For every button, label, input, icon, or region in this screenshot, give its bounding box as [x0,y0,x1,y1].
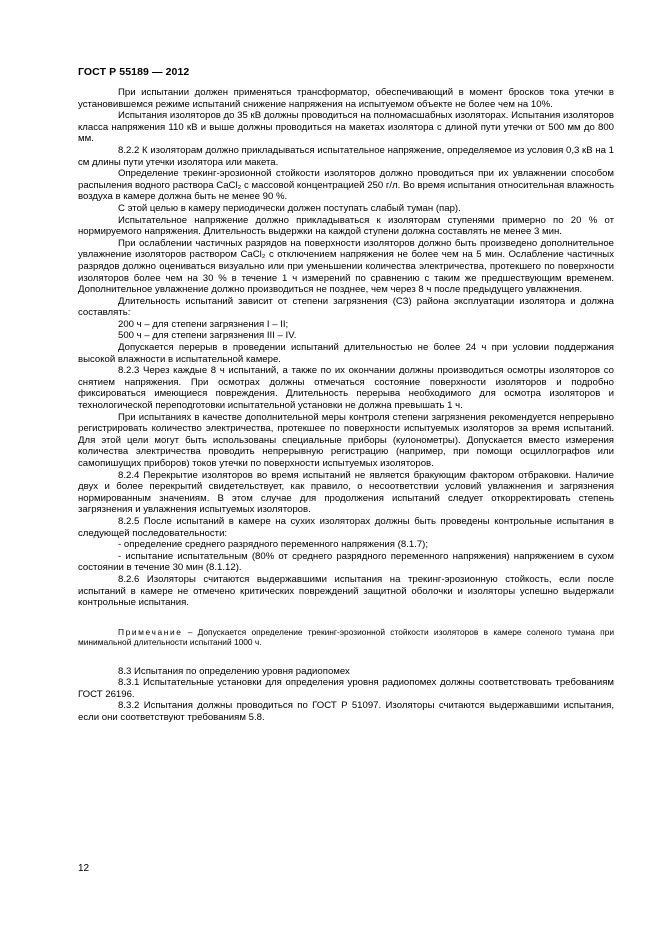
paragraph: Допускается перерыв в проведении испытаний длительностью не более 24 ч при условии поддержания высокой влажности в испытательной камере. [78,342,614,365]
paragraph: 8.2.5 После испытаний в камере на сухих изоляторах должны быть проведены контрольные испытания в следующей последовательности: [78,515,614,539]
paragraph: 8.2.2 К изоляторам должно прикладываться испытательное напряжение, определяемое из условия 0,3 кВ на 1 см длины пути утечки изолятора или макета. [78,144,614,168]
paragraph: 8.2.3 Через каждые 8 ч испытаний, а также по их окончании должны производиться осмотры изоляторов со снятием напряжения. При осмотрах должны отмечаться состояние поверхности изоляторов и подробно фиксироваться имеющиеся повреждения. Длительность перерыва необходимого для осмотра изоляторов и технологической переподготовки испытательной установки не должна превышать 1 ч. [78,365,614,412]
paragraph: 8.3.1 Испытательные установки для определения уровня радиопомех должны соответствовать требованиям ГОСТ 26196. [78,677,614,700]
paragraph: Определение трекинг-эрозионной стойкости изоляторов должно проводиться при их увлажнении способом распыления водного раствора CaCl₂ с массовой концентрацией 250 г/л. Во время испытания относительная влажность воздуха в камере должна быть не менее 90 %. [78,168,614,203]
note-label: Примечание [118,626,183,637]
paragraph: 8.2.4 Перекрытие изоляторов во время испытаний не является бракующим фактором отбраковки. Наличие двух и более перекрытий свидетельствует, как правило, о несоответствии условий увлажнения и загрязнения нормированным значениям. В этом случае для продолжения испытаний следует откорректировать степень загрязнения и увлажнения испытуемых изоляторов. [78,469,614,516]
paragraph: Длительность испытаний зависит от степени загрязнения (СЗ) района эксплуатации изолятора и должна составлять: [78,295,614,319]
note-text: – Допускается определение трекинг-эрозионной стойкости изоляторов в камере соленого тумана при минимальной длительности испытаний 1000 ч. [78,626,614,648]
page-number: 12 [78,863,90,874]
list-item: 200 ч – для степени загрязнения I – II; [118,318,289,330]
document-header: ГОСТ Р 55189 — 2012 [78,66,190,78]
paragraph: 8.2.6 Изоляторы считаются выдержавшими испытания на трекинг-эрозионную стойкость, если после испытаний в камере не отмечено критических повреждений защитной оболочки и изоляторы успешно выдержали контрольные испытания. [78,573,614,609]
section-title: 8.3 Испытания по определению уровня радиопомех [118,665,350,677]
paragraph: При испытании должен применяться трансформатор, обеспечивающий в момент бросков тока утечки в установившемся режиме испытаний снижение напряжения на испытуемом объекте не более чем на 10%. [78,87,614,110]
paragraph: 8.3.2 Испытания должны проводиться по ГОСТ Р 51097. Изоляторы считаются выдержавшими испытания, если они соответствуют требованиям 5.8. [78,700,614,723]
paragraph: Испытательное напряжение должно прикладываться к изоляторам ступенями примерно по 20 % от нормируемого напряжения. Длительность выдержки на каждой ступени должна составлять не менее 3 мин. [78,214,614,238]
document-body [78,87,614,724]
list-item: - определение среднего разрядного переменного напряжения (8.1.7); [118,539,429,551]
paragraph: При испытаниях в качестве дополнительной меры контроля степени загрязнения рекомендуется непрерывно регистрировать количество электричества, протекшее по поверхности испытуемых изоляторов за время испытаний. Для этой цели могут быть использованы специальные приборы (кулонометры). Допускается вместо измерения количества электричества проводить непрерывную регистрацию (например, при помощи осциллографов или самопишущих приборов) токов утечки по поверхности испытуемых изоляторов. [78,411,614,469]
note [78,627,614,648]
paragraph: Испытания изоляторов до 35 кВ должны проводиться на полномасшабных изоляторах. Испытания изоляторов класса напряжения 110 кВ и выше должны проводиться на макетах изолятора с длиной пути утечки от 500 мм до 800 мм. [78,110,614,145]
list-item: - испытание испытательным (80% от среднего разрядного переменного напряжения) напряжением в сухом состоянии в течение 30 мин (8.1.12). [78,550,614,574]
list-item: 500 ч – для степени загрязнения III – IV. [118,330,297,342]
paragraph: При ослаблении частичных разрядов на поверхности изоляторов должно быть произведено дополнительное увлажнение изоляторов раствором CaCl₂ с отключением напряжения не более чем на 5 мин. Ослабление частичных разрядов должно оцениваться визуально или при уменьшении количества электричества, протекшего по поверхности изоляторов более чем на 30 % в течение 1 ч измерений по сравнению с таким же предшествующим временем. Дополнительное увлажнение должно производиться не позднее, чем через 8 ч после предыдущего увлажнения. [78,237,614,296]
paragraph: С этой целью в камеру периодически должен поступать слабый туман (пар). [118,202,461,214]
